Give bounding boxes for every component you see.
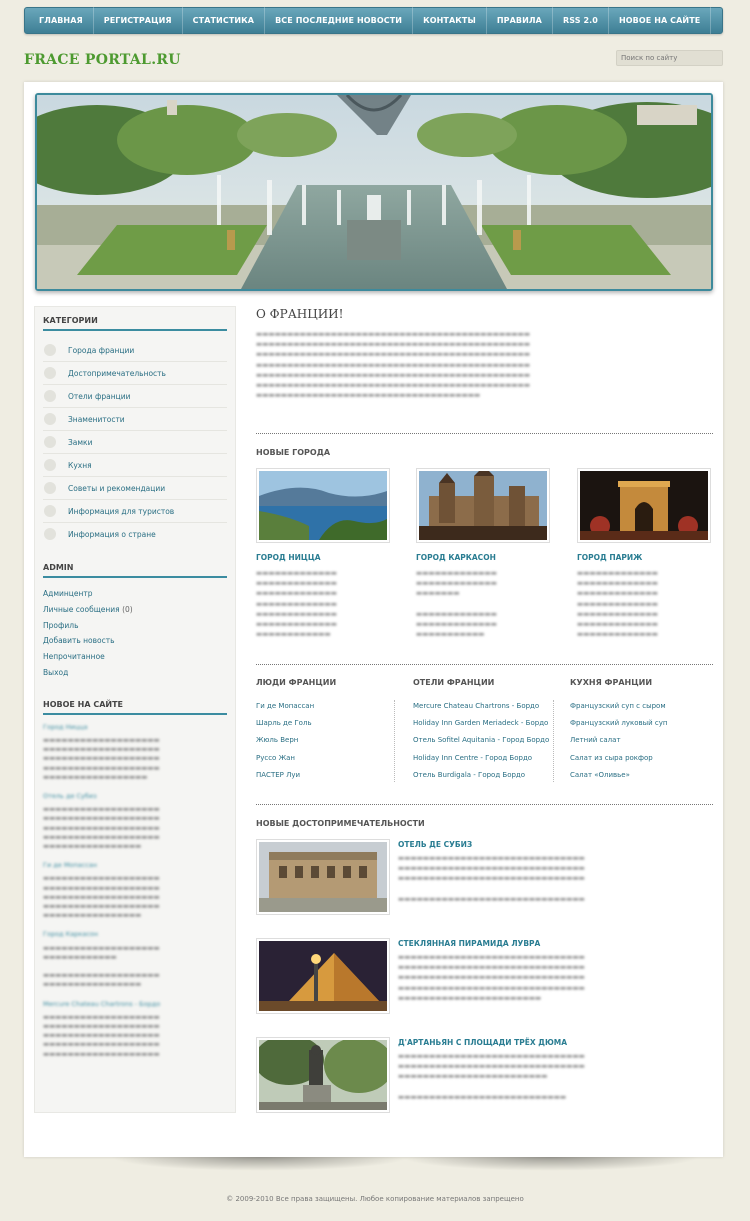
city-card (416, 468, 552, 639)
hotels-title: ОТЕЛИ ФРАНЦИИ (413, 678, 495, 687)
city-image-paris[interactable] (577, 468, 711, 543)
sight-image-dartagnan[interactable] (256, 1037, 390, 1113)
city-excerpt: ▬▬▬▬▬▬▬▬▬▬▬▬▬ ▬▬▬▬▬▬▬▬▬▬▬▬▬ ▬▬▬▬▬▬▬▬▬▬▬▬▬ ▬▬▬▬▬▬▬▬▬▬▬▬▬ ▬▬▬▬▬▬▬▬▬▬▬▬▬ ▬▬▬▬▬▬▬▬▬▬▬▬▬ ▬▬▬▬▬▬▬▬▬▬▬▬ (256, 569, 337, 639)
cuisine-link[interactable]: Салат «Оливье» (570, 770, 630, 779)
page-shadow-left (110, 1157, 410, 1171)
admin-link[interactable]: Выход (43, 667, 69, 677)
sight-image-hotel-de-soubise[interactable] (256, 839, 390, 915)
bullet-icon (44, 528, 56, 540)
bullet-icon (44, 367, 56, 379)
news-excerpt: ▬▬▬▬▬▬▬▬▬▬▬▬▬▬▬▬▬▬▬ ▬▬▬▬▬▬▬▬▬▬▬▬ ▬▬▬▬▬▬▬▬▬▬▬▬▬▬▬▬▬▬▬ ▬▬▬▬▬▬▬▬▬▬▬▬▬▬▬▬ (43, 943, 160, 989)
hotel-link[interactable]: Mercure Chateau Chartrons - Бордо (413, 702, 540, 710)
news-item (35, 723, 235, 782)
footer-copyright: © 2009-2010 Все права защищены. Любое копирование материалов запрещено (226, 1195, 524, 1203)
people-link[interactable]: Руссо Жан (256, 753, 295, 762)
hotel-link[interactable]: Отель Burdigala - Город Бордо (413, 770, 526, 779)
intro-text: ▬▬▬▬▬▬▬▬▬▬▬▬▬▬▬▬▬▬▬▬▬▬▬▬▬▬▬▬▬▬▬▬▬▬▬▬▬▬▬▬▬▬▬▬ ▬▬▬▬▬▬▬▬▬▬▬▬▬▬▬▬▬▬▬▬▬▬▬▬▬▬▬▬▬▬▬▬▬▬▬▬▬▬▬▬▬▬▬▬ ▬▬▬▬▬▬▬▬▬▬▬▬▬▬▬▬▬▬▬▬▬▬▬▬▬▬▬▬▬▬▬▬▬▬▬▬▬▬▬▬▬▬▬▬ ▬▬▬▬▬▬▬▬▬▬▬▬▬▬▬▬▬▬▬▬▬▬▬▬▬▬▬▬▬▬▬▬▬▬▬▬▬▬▬▬▬▬▬▬ ▬▬▬▬▬▬▬▬▬▬▬▬▬▬▬▬▬▬▬▬▬▬▬▬▬▬▬▬▬▬▬▬▬▬▬▬▬▬▬▬▬▬▬▬ ▬▬▬▬▬▬▬▬▬▬▬▬▬▬▬▬▬▬▬▬▬▬▬▬▬▬▬▬▬▬▬▬▬▬▬▬▬▬▬▬▬▬▬▬ ▬▬▬▬▬▬▬▬▬▬▬▬▬▬▬▬▬▬▬▬▬▬▬▬▬▬▬▬▬▬▬▬▬▬▬▬ (256, 330, 531, 400)
admin-link[interactable]: Админцентр (43, 589, 93, 598)
city-title[interactable]: ГОРОД НИЦЦА (256, 553, 321, 562)
news-excerpt: ▬▬▬▬▬▬▬▬▬▬▬▬▬▬▬▬▬▬▬ ▬▬▬▬▬▬▬▬▬▬▬▬▬▬▬▬▬▬▬ ▬▬▬▬▬▬▬▬▬▬▬▬▬▬▬▬▬▬▬ ▬▬▬▬▬▬▬▬▬▬▬▬▬▬▬▬▬▬▬ ▬▬▬▬▬▬▬▬▬▬▬▬▬▬▬▬ (43, 805, 160, 851)
admin-link[interactable]: Добавить новость (43, 636, 115, 646)
section-divider (256, 804, 713, 805)
people-link[interactable]: Ги де Мопассан (256, 702, 315, 710)
category-item[interactable]: Замки (43, 431, 227, 454)
header-banner-image (35, 93, 713, 291)
sight-excerpt: ▬▬▬▬▬▬▬▬▬▬▬▬▬▬▬▬▬▬▬▬▬▬▬▬▬▬▬▬▬▬ ▬▬▬▬▬▬▬▬▬▬▬▬▬▬▬▬▬▬▬▬▬▬▬▬▬▬▬▬▬▬ ▬▬▬▬▬▬▬▬▬▬▬▬▬▬▬▬▬▬▬▬▬▬▬▬▬▬▬▬▬▬ ▬▬▬▬▬▬▬▬▬▬▬▬▬▬▬▬▬▬▬▬▬▬▬▬▬▬▬▬▬▬ (398, 854, 585, 903)
nav-rules[interactable]: ПРАВИЛА (487, 7, 553, 34)
sight-title[interactable]: СТЕКЛЯННАЯ ПИРАМИДА ЛУВРА (398, 939, 541, 948)
nav-all-news[interactable]: ВСЕ ПОСЛЕДНИЕ НОВОСТИ (265, 7, 413, 34)
new-cities-title: НОВЫЕ ГОРОДА (256, 448, 331, 457)
admin-link-messages[interactable]: Личные сообщения (0) (43, 604, 133, 614)
category-item[interactable]: Города франции (43, 339, 227, 362)
news-title[interactable]: Город Ницца (43, 722, 88, 731)
bullet-icon (44, 413, 56, 425)
sidebar (34, 306, 236, 1113)
section-divider (256, 433, 713, 434)
cuisine-title: КУХНЯ ФРАНЦИИ (570, 678, 653, 687)
bullet-icon (44, 344, 56, 356)
people-link[interactable]: ПАСТЕР Луи (256, 770, 301, 779)
site-logo[interactable]: FRACE PORTAL.RU (24, 52, 181, 68)
admin-link[interactable]: Профиль (43, 620, 79, 630)
news-excerpt: ▬▬▬▬▬▬▬▬▬▬▬▬▬▬▬▬▬▬▬ ▬▬▬▬▬▬▬▬▬▬▬▬▬▬▬▬▬▬▬ ▬▬▬▬▬▬▬▬▬▬▬▬▬▬▬▬▬▬▬ ▬▬▬▬▬▬▬▬▬▬▬▬▬▬▬▬▬▬▬ ▬▬▬▬▬▬▬▬▬▬▬▬▬▬▬▬▬▬▬ (43, 1012, 160, 1058)
message-count: (0) (122, 604, 133, 614)
news-title[interactable]: Mercure Chateau Chartrons - Бордо (43, 999, 161, 1008)
categories-divider (43, 329, 227, 331)
people-link[interactable]: Шарль де Голь (256, 719, 312, 728)
sight-excerpt: ▬▬▬▬▬▬▬▬▬▬▬▬▬▬▬▬▬▬▬▬▬▬▬▬▬▬▬▬▬▬ ▬▬▬▬▬▬▬▬▬▬▬▬▬▬▬▬▬▬▬▬▬▬▬▬▬▬▬▬▬▬ ▬▬▬▬▬▬▬▬▬▬▬▬▬▬▬▬▬▬▬▬▬▬▬▬▬▬▬▬▬▬ ▬▬▬▬▬▬▬▬▬▬▬▬▬▬▬▬▬▬▬▬▬▬▬▬▬▬▬▬▬▬ ▬▬▬▬▬▬▬▬▬▬▬▬▬▬▬▬▬▬▬▬▬▬▬ (398, 953, 585, 1002)
category-item[interactable]: Информация о стране (43, 523, 227, 546)
hotel-link[interactable]: Holiday Inn Centre - Город Бордо (413, 753, 533, 762)
nav-statistics[interactable]: СТАТИСТИКА (183, 7, 265, 34)
cuisine-link[interactable]: Салат из сыра рокфор (570, 753, 653, 762)
cuisine-link[interactable]: Летний салат (570, 736, 621, 745)
categories-list (35, 339, 235, 546)
page-shadow-right (400, 1157, 700, 1171)
new-on-site-divider (43, 713, 227, 715)
hotel-link[interactable]: Holiday Inn Garden Meriadeck - Бордо (413, 719, 549, 728)
top-navigation (24, 7, 723, 34)
city-image-nice[interactable] (256, 468, 390, 543)
hotel-link[interactable]: Отель Sofitel Aquitania - Город Бордо (413, 736, 550, 745)
news-item (35, 861, 235, 920)
news-title[interactable]: Город Каркасон (43, 930, 99, 939)
news-title[interactable]: Ги де Мопассан (43, 861, 98, 870)
admin-title: ADMIN (43, 563, 74, 572)
page-title: О ФРАНЦИИ! (256, 307, 344, 321)
city-title[interactable]: ГОРОД ПАРИЖ (577, 553, 643, 562)
category-item[interactable]: Отели франции (43, 385, 227, 408)
bullet-icon (44, 436, 56, 448)
nav-contacts[interactable]: КОНТАКТЫ (413, 7, 487, 34)
city-card (256, 468, 392, 639)
sight-excerpt: ▬▬▬▬▬▬▬▬▬▬▬▬▬▬▬▬▬▬▬▬▬▬▬▬▬▬▬▬▬▬ ▬▬▬▬▬▬▬▬▬▬▬▬▬▬▬▬▬▬▬▬▬▬▬▬▬▬▬▬▬▬ ▬▬▬▬▬▬▬▬▬▬▬▬▬▬▬▬▬▬▬▬▬▬▬▬ ▬▬▬▬▬▬▬▬▬▬▬▬▬▬▬▬▬▬▬▬▬▬▬▬▬▬▬ (398, 1052, 585, 1101)
city-card (577, 468, 713, 639)
people-title: ЛЮДИ ФРАНЦИИ (256, 678, 337, 687)
category-item[interactable]: Знаменитости (43, 408, 227, 431)
city-excerpt: ▬▬▬▬▬▬▬▬▬▬▬▬▬ ▬▬▬▬▬▬▬▬▬▬▬▬▬ ▬▬▬▬▬▬▬▬▬▬▬▬▬ ▬▬▬▬▬▬▬▬▬▬▬▬▬ ▬▬▬▬▬▬▬▬▬▬▬▬▬ ▬▬▬▬▬▬▬▬▬▬▬▬▬ ▬▬▬▬▬▬▬▬▬▬▬▬▬ (577, 569, 658, 639)
new-on-site-list (35, 723, 235, 1059)
cuisine-column (570, 678, 720, 784)
search-input[interactable] (616, 50, 723, 66)
nav-rss[interactable]: RSS 2.0 (553, 7, 609, 34)
categories-title: КАТЕГОРИИ (43, 316, 98, 325)
new-on-site-title: НОВОЕ НА САЙТЕ (43, 699, 123, 709)
category-item[interactable]: Достопримечательность (43, 362, 227, 385)
nav-new-on-site[interactable]: НОВОЕ НА САЙТЕ (609, 7, 711, 34)
cuisine-link[interactable]: Французский луковый суп (570, 719, 668, 728)
news-excerpt: ▬▬▬▬▬▬▬▬▬▬▬▬▬▬▬▬▬▬▬ ▬▬▬▬▬▬▬▬▬▬▬▬▬▬▬▬▬▬▬ ▬▬▬▬▬▬▬▬▬▬▬▬▬▬▬▬▬▬▬ ▬▬▬▬▬▬▬▬▬▬▬▬▬▬▬▬▬▬▬ ▬▬▬▬▬▬▬▬▬▬▬▬▬▬▬▬ (43, 874, 160, 920)
sight-image-louvre-pyramid[interactable] (256, 938, 390, 1014)
city-excerpt: ▬▬▬▬▬▬▬▬▬▬▬▬▬ ▬▬▬▬▬▬▬▬▬▬▬▬▬ ▬▬▬▬▬▬▬ ▬▬▬▬▬▬▬▬▬▬▬▬▬ ▬▬▬▬▬▬▬▬▬▬▬▬▬ ▬▬▬▬▬▬▬▬▬▬▬ (416, 569, 497, 639)
bullet-icon (44, 482, 56, 494)
category-item[interactable]: Советы и рекомендации (43, 477, 227, 500)
category-item[interactable]: Кухня (43, 454, 227, 477)
bullet-icon (44, 459, 56, 471)
sight-title[interactable]: Д'АРТАНЬЯН С ПЛОЩАДИ ТРЁХ ДЮМА (398, 1038, 568, 1047)
nav-home[interactable]: ГЛАВНАЯ (29, 7, 94, 34)
news-item (35, 1000, 235, 1059)
hotels-column (413, 678, 563, 784)
admin-list (35, 586, 235, 681)
news-excerpt: ▬▬▬▬▬▬▬▬▬▬▬▬▬▬▬▬▬▬▬ ▬▬▬▬▬▬▬▬▬▬▬▬▬▬▬▬▬▬▬ ▬▬▬▬▬▬▬▬▬▬▬▬▬▬▬▬▬▬▬ ▬▬▬▬▬▬▬▬▬▬▬▬▬▬▬▬▬▬▬ ▬▬▬▬▬▬▬▬▬▬▬▬▬▬▬▬▬ (43, 735, 160, 781)
bullet-icon (44, 505, 56, 517)
people-link[interactable]: Жюль Верн (256, 736, 299, 745)
column-separator (553, 700, 554, 782)
admin-link[interactable]: Непрочитанное (43, 652, 105, 662)
city-image-carcassonne[interactable] (416, 468, 550, 543)
sight-title[interactable]: ОТЕЛЬ ДЕ СУБИЗ (398, 840, 473, 849)
people-column (256, 678, 406, 784)
admin-divider (43, 576, 227, 578)
section-divider (256, 664, 713, 665)
bullet-icon (44, 390, 56, 402)
new-sights-title: НОВЫЕ ДОСТОПРИМЕЧАТЕЛЬНОСТИ (256, 819, 425, 828)
city-title[interactable]: ГОРОД КАРКАСОН (416, 553, 496, 562)
column-separator (394, 700, 395, 782)
nav-registration[interactable]: РЕГИСТРАЦИЯ (94, 7, 183, 34)
news-item (35, 792, 235, 851)
cuisine-link[interactable]: Французский суп с сыром (570, 702, 666, 710)
category-item[interactable]: Информация для туристов (43, 500, 227, 523)
news-title[interactable]: Отель де Субиз (43, 792, 97, 800)
news-item (35, 930, 235, 989)
